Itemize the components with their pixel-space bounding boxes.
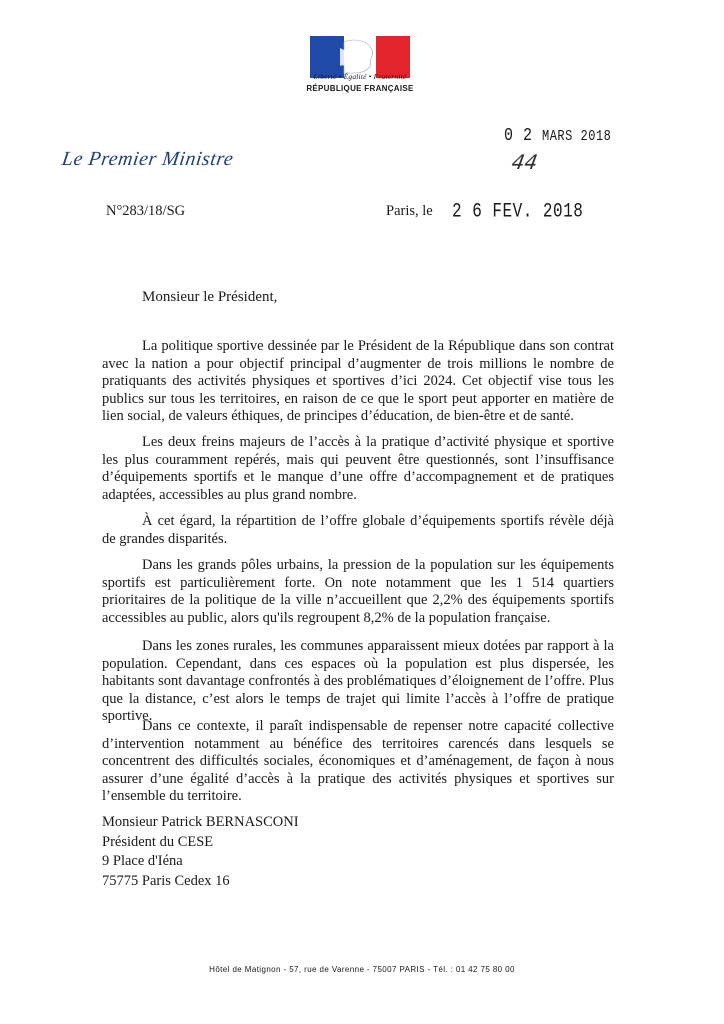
- recipient-city: 75775 Paris Cedex 16: [102, 872, 230, 889]
- recipient-role: Président du CESE: [102, 833, 214, 850]
- recipient-name: Monsieur Patrick BERNASCONI: [102, 814, 299, 830]
- paragraph: Les deux freins majeurs de l’accès à la pratique d’activité physique et sportive les plus couramment repérés, mais qui peuvent être questionnés, sont l’insuffisance d’équipements sportifs et le manque d’une offre d’accompagnement et de pratiques adaptées, accessibles au plus grand nombre.: [102, 434, 614, 503]
- received-month-year: MARS 2018: [542, 127, 612, 145]
- letter-date-stamp: 2 6 FEV. 2018: [452, 200, 584, 223]
- paragraph: Dans ce contexte, il paraît indispensable de repenser notre capacité collective d’intervention notamment au bénéfice des territoires carencés dans lesquels se concentrent des difficultés sociales, économiques et d’aménagement, de façon à nous assurer d’une égalité d’accès à la pratique des activités physiques et sportives sur l’ensemble du territoire.: [102, 718, 614, 804]
- footer-address: Hôtel de Matignon - 57, rue de Varenne - 75007 PARIS - Tél. : 01 42 75 80 00: [209, 965, 515, 974]
- received-date-stamp: [504, 125, 611, 146]
- handwritten-number: 44: [509, 150, 540, 174]
- salutation: Monsieur le Président,: [142, 289, 278, 305]
- recipient-street: 9 Place d'Iéna: [102, 853, 183, 869]
- reference-number: N°283/18/SG: [106, 203, 186, 219]
- paragraph: À cet égard, la répartition de l’offre globale d’équipements sportifs révèle déjà de grandes disparités.: [102, 513, 614, 547]
- received-day: 0 2: [504, 125, 533, 147]
- republic-name: RÉPUBLIQUE FRANÇAISE: [306, 84, 414, 93]
- sender-title: Le Premier Ministre: [60, 148, 235, 170]
- place-label: Paris, le: [386, 203, 433, 219]
- paragraph: Dans les zones rurales, les communes apparaissent mieux dotées par rapport à la population. Cependant, dans ces espaces où la population est plus dispersée, les habitants sont davantage confrontés à des problématiques d’éloignement de l’offre. Plus que la distance, c’est alors le temps de trajet qui limite l’accès à l’offre de pratique sportive.: [102, 638, 614, 724]
- recipient-address: [102, 813, 299, 891]
- paragraph: Dans les grands pôles urbains, la pression de la population sur les équipements sportifs est particulièrement forte. On note notamment que les 1 514 quartiers prioritaires de la politique de la ville n’accueillent que 2,2% des équipements sportifs accessibles au public, alors qu'ils regroupent 8,2% de la population française.: [102, 557, 614, 626]
- paragraph: La politique sportive dessinée par le Président de la République dans son contrat avec la nation a pour objectif principal d’augmenter de trois millions le nombre de pratiquants des activités physiques et sportives d’ici 2024. Cet objectif vise tous les publics sur tous les territoires, en raison de ce que le sport peut apporter en matière de lien social, de valeurs éthiques, de principes d’éducation, de bien-être et de santé.: [102, 338, 614, 424]
- republic-motto: Liberté • Égalité • Fraternité: [313, 72, 407, 81]
